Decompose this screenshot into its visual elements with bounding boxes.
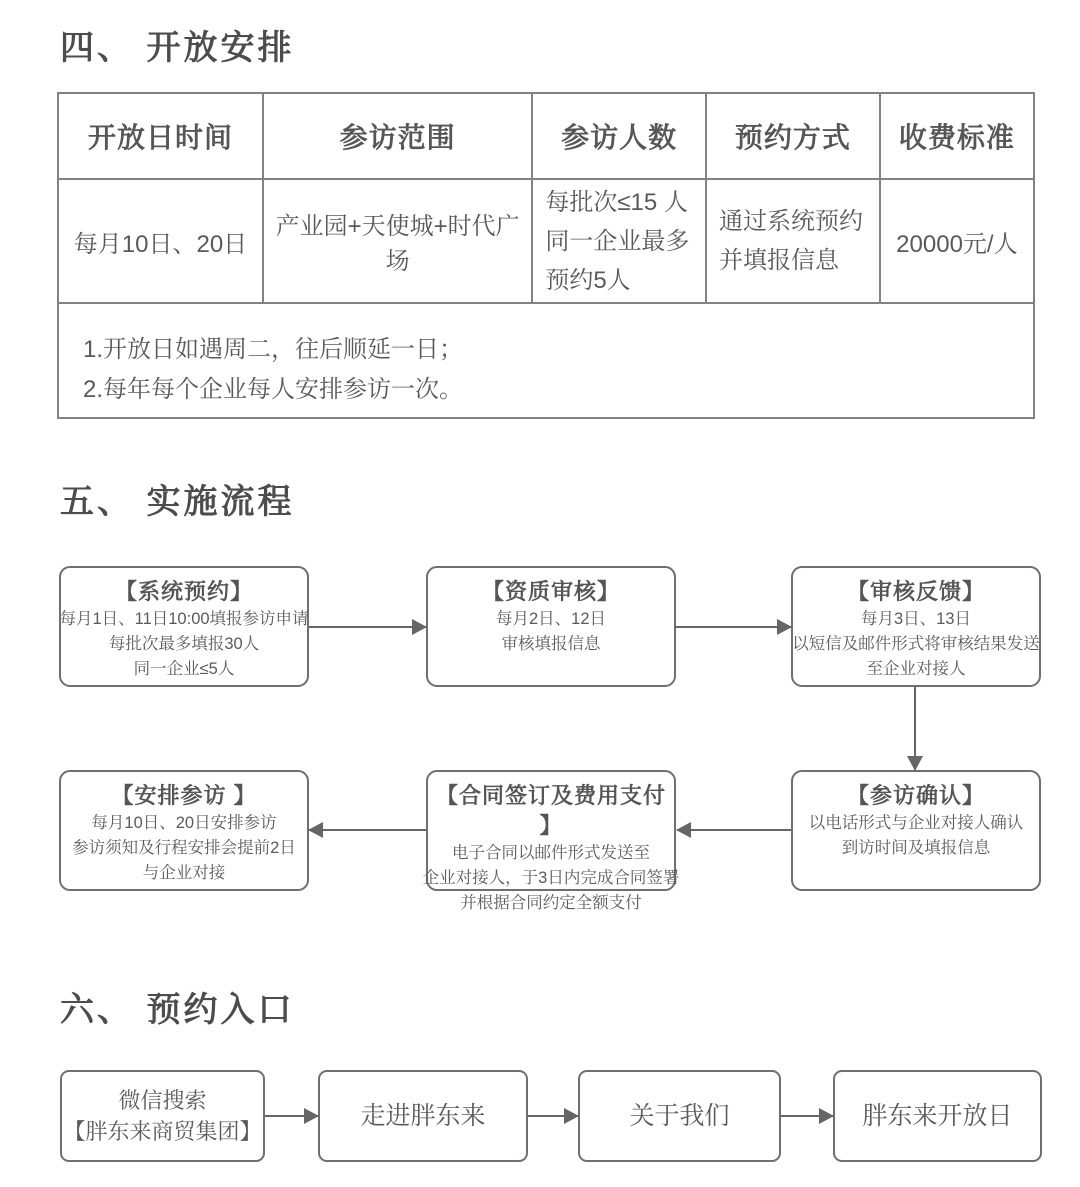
arrow-right-icon — [309, 626, 426, 628]
flow-box-visit-confirmation — [791, 770, 1041, 891]
cell-open-time: 每月10日、20日 — [58, 179, 263, 303]
header-booking-method: 预约方式 — [706, 93, 880, 179]
entry-box-line: 微信搜索 — [118, 1088, 207, 1113]
table-notes-row — [58, 303, 1034, 418]
flow-box-system-booking — [59, 566, 309, 687]
flow-box-line: 并根据合同约定全额支付 — [460, 894, 642, 912]
flow-box-line: 每月3日、13日 — [860, 610, 972, 628]
cell-visit-scope: 产业园+天使城+时代广场 — [263, 179, 532, 303]
header-visit-people: 参访人数 — [532, 93, 706, 179]
arrow-right-icon — [781, 1115, 833, 1117]
header-visit-scope: 参访范围 — [263, 93, 532, 179]
cell-fee-standard: 20000元/人 — [880, 179, 1034, 303]
flow-box-line: 电子合同以邮件形式发送至 — [452, 844, 650, 862]
flow-box-line: 企业对接人，于3日内完成合同签署 — [422, 869, 680, 887]
flow-box-title: 【审核反馈】 — [846, 579, 985, 604]
booking-method-line: 并填报信息 — [719, 247, 840, 274]
flow-box-line: 审核填报信息 — [501, 635, 601, 653]
table-header-row — [58, 93, 1034, 179]
flow-box-title: 【参访确认】 — [846, 783, 985, 808]
note-line-1: 1.开放日如遇周二，往后顺延一日； — [83, 336, 464, 363]
flow-box-line: 每月10日、20日安排参访 — [91, 814, 277, 832]
flow-box-line: 以短信及邮件形式将审核结果发送 — [792, 635, 1040, 653]
header-open-time: 开放日时间 — [58, 93, 263, 179]
flow-box-line: 每月1日、11日10:00填报参访申请 — [59, 610, 309, 628]
section-entry-title: 六、 预约入口 — [60, 991, 295, 1029]
arrow-left-icon — [309, 829, 426, 831]
arrow-right-icon — [675, 626, 791, 628]
entry-box-line: 【胖东来商贸集团】 — [63, 1119, 262, 1144]
arrow-right-icon — [528, 1115, 578, 1117]
flow-box-line: 每批次最多填报30人 — [108, 635, 260, 653]
section-open-title: 四、 开放安排 — [60, 29, 295, 67]
flow-box-title: 【安排参访 】 — [111, 783, 257, 808]
flow-box-line: 每月2日、12日 — [495, 610, 607, 628]
flow-box-review-feedback — [791, 566, 1041, 687]
flow-box-contract-payment — [422, 770, 680, 912]
section-process-title: 五、 实施流程 — [60, 483, 295, 521]
entry-box-enter-pangdonglai — [318, 1070, 528, 1162]
arrow-right-icon — [265, 1115, 318, 1117]
entry-box-line: 关于我们 — [629, 1102, 730, 1130]
flow-box-line: 与企业对接 — [142, 864, 226, 882]
open-schedule-table — [57, 92, 1035, 419]
flow-box-line: 至企业对接人 — [866, 660, 966, 678]
visit-people-line: 预约5人 — [545, 266, 631, 294]
flow-box-visit-arrangement — [59, 770, 309, 891]
entry-box-line: 胖东来开放日 — [862, 1102, 1013, 1130]
table-data-row — [58, 179, 1034, 303]
flow-box-title: 【系统预约】 — [114, 579, 253, 604]
flow-box-qualification-review — [426, 566, 676, 687]
flow-box-line: 到访时间及填报信息 — [841, 839, 991, 857]
cell-booking-method — [706, 179, 880, 303]
arrow-down-icon — [914, 687, 916, 770]
table-notes-cell — [58, 303, 1034, 418]
cell-visit-people — [532, 179, 706, 303]
visit-people-line: 同一企业最多 — [545, 227, 690, 255]
visit-people-line: 每批次≤15 人 — [545, 188, 688, 216]
flow-box-title: 【资质审核】 — [481, 579, 620, 604]
flow-box-line: 同一企业≤5人 — [133, 660, 235, 678]
entry-box-open-day — [833, 1070, 1042, 1162]
header-fee-standard: 收费标准 — [880, 93, 1034, 179]
note-line-2: 2.每年每个企业每人安排参访一次。 — [83, 376, 464, 403]
entry-box-wechat-search — [60, 1070, 265, 1162]
flow-box-title: 【合同签订及费用支付 】 — [435, 783, 666, 838]
entry-box-line: 走进胖东来 — [360, 1102, 486, 1130]
booking-method-line: 通过系统预约 — [719, 208, 864, 235]
flow-box-line: 以电话形式与企业对接人确认 — [808, 814, 1024, 832]
entry-box-about-us — [578, 1070, 781, 1162]
arrow-left-icon — [677, 829, 791, 831]
flow-box-line: 参访须知及行程安排会提前2日 — [72, 839, 296, 857]
